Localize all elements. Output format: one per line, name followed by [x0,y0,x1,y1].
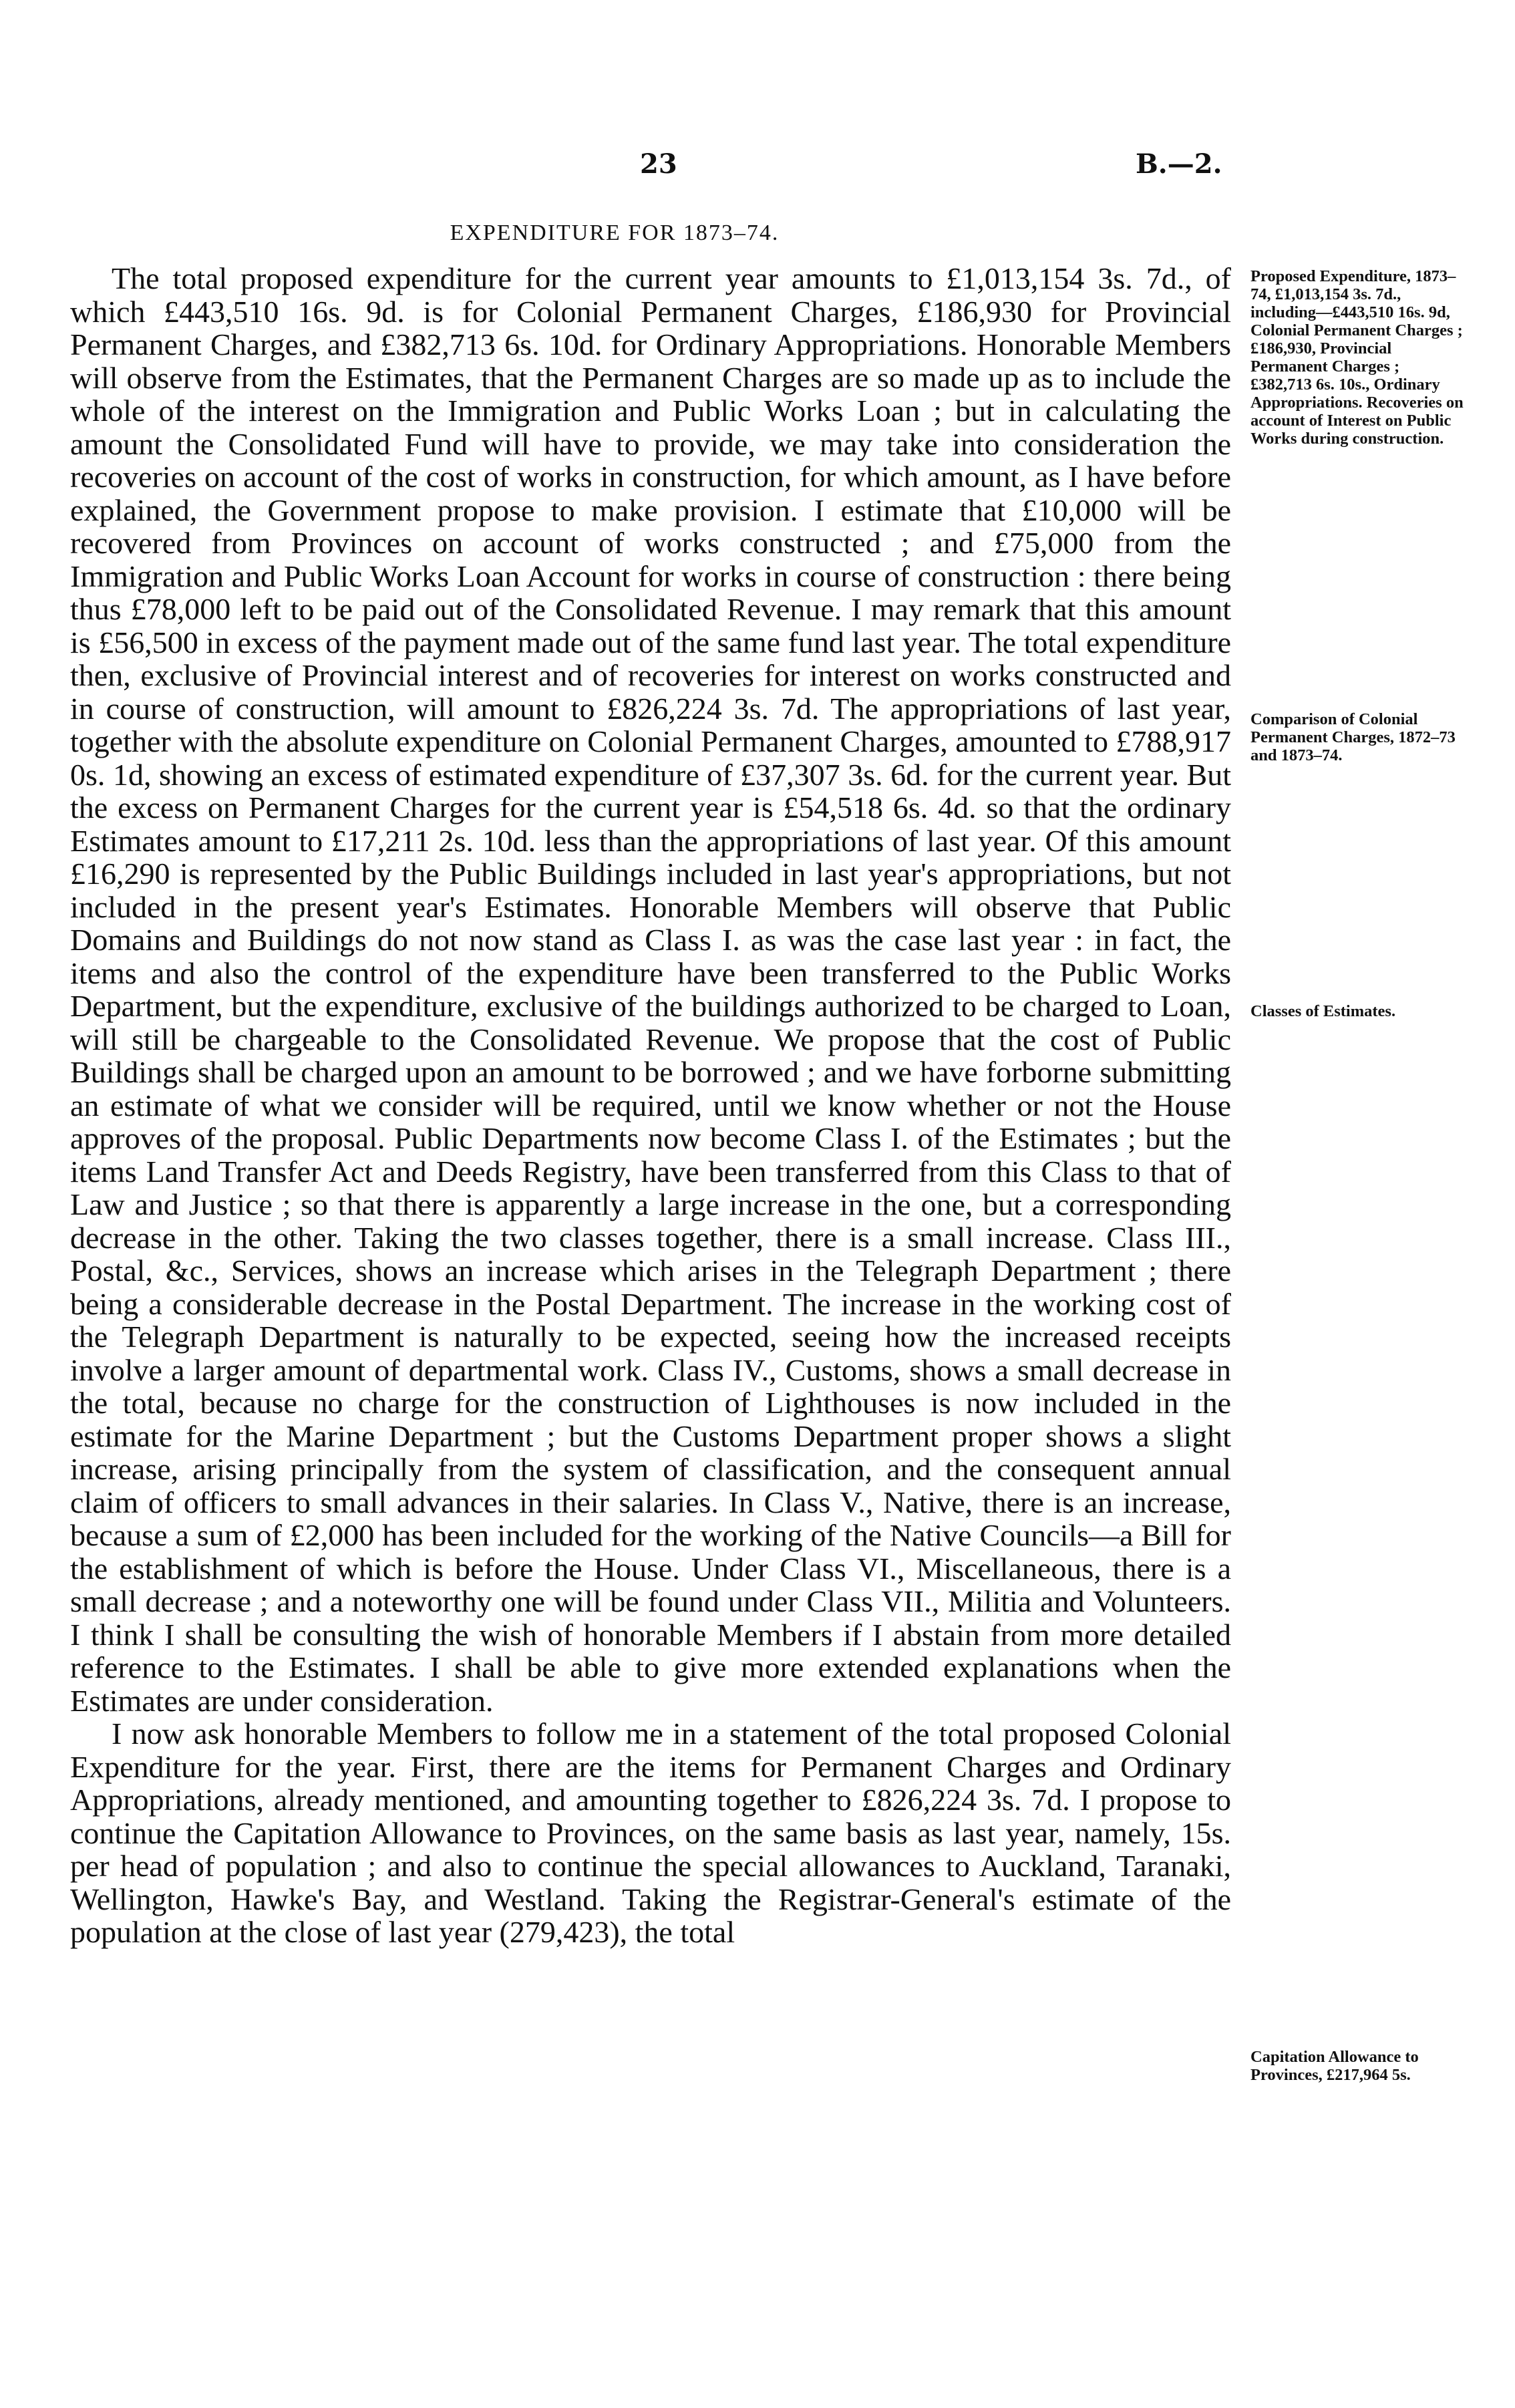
margin-note-proposed-expenditure: Proposed Expenditure, 1873–74, £1,013,154 3s. 7d., including—£443,510 16s. 9d, Colonial Permanent Charges ; £186,930, Provincial Permanent Charges ; £382,713 6s. 10s., Ordinary Appropriations. Recoveries on account of Interest on Public Works during construction. [1250,267,1464,448]
paragraph-expenditure: The total proposed expenditure for the current year amounts to £1,013,154 3s. 7d., of which £443,510 16s. 9d. is for Colonial Permanent Charges, £186,930 for Provincial Permanent Charges, and £382,713 6s. 10d. for Ordinary Appropriations. Honorable Members will observe from the Estimates, that the Permanent Charges are so made up as to include the whole of the interest on the Immigration and Public Works Loan ; but in calculating the amount the Consolidated Fund will have to provide, we may take into consideration the recoveries on account of the cost of works in construction, for which amount, as I have before explained, the Government propose to make provision. I estimate that £10,000 will be recovered from Provinces on account of works constructed ; and £75,000 from the Immigration and Public Works Loan Account for works in course of construction : there being thus £78,000 left to be paid out of the Consolidated Revenue. I may remark that this amount is £56,500 in excess of the payment made out of the same fund last year. The total expenditure then, exclusive of Provincial interest and of recoveries for interest on works constructed and in course of construction, will amount to £826,224 3s. 7d. The appropriations of last year, together with the absolute expenditure on Colonial Permanent Charges, amounted to £788,917 0s. 1d, showing an excess of estimated expenditure of £37,307 3s. 6d. for the current year. But the excess on Permanent Charges for the current year is £54,518 6s. 4d. so that the ordinary Estimates amount to £17,211 2s. 10d. less than the appropriations of last year. Of this amount £16,290 is represented by the Public Buildings included in last year's appropriations, but not included in the present year's Estimates. Honorable Members will observe that Public Domains and Buildings do not now stand as Class I. as was the case last year : in fact, the items and also the control of the expenditure have been transferred to the Public Works Department, but the expenditure, exclusive of the buildings authorized to be charged to Loan, will still be chargeable to the Consolidated Revenue. We propose that the cost of Public Buildings shall be charged upon an amount to be borrowed ; and we have forborne submitting an estimate of what we consider will be required, until we know whether or not the House approves of the proposal. Public Departments now become Class I. of the Estimates ; but the items Land Transfer Act and Deeds Registry, have been transferred from this Class to that of Law and Justice ; so that there is apparently a large increase in the one, but a corresponding decrease in the other. Taking the two classes together, there is a small increase. Class III., Postal, &c., Services, shows an increase which arises in the Telegraph Department ; there being a considerable decrease in the Postal Department. The increase in the working cost of the Telegraph Department is naturally to be expected, seeing how the increased receipts involve a larger amount of departmental work. Class IV., Customs, shows a small decrease in the total, because no charge for the construction of Lighthouses is now included in the estimate for the Marine Department ; but the Customs Department proper shows a slight increase, arising principally from the system of classification, and the consequent annual claim of officers to small advances in their salaries. In Class V., Native, there is an increase, because a sum of £2,000 has been included for the working of the Native Councils—a Bill for the establishment of which is before the House. Under Class VI., Miscellaneous, there is a small decrease ; and a noteworthy one will be found under Class VII., Militia and Volunteers. I think I shall be consulting the wish of honorable Members if I abstain from more detailed reference to the Estimates. I shall be able to give more extended explanations when the Estimates are under consideration. [70,261,1231,1718]
margin-note-comparison: Comparison of Colonial Permanent Charges, 1872–73 and 1873–74. [1250,710,1456,764]
page-number: 23 [640,148,677,180]
margin-note-capitation: Capitation Allowance to Provinces, £217,964 5s. [1250,2048,1419,2084]
paragraph-colonial-expenditure: I now ask honorable Members to follow me in a statement of the total proposed Colonial Expenditure for the year. First, there are the items for Permanent Charges and Ordinary Appropriations, already mentioned, and amounting together to £826,224 3s. 7d. I propose to continue the Capitation Allowance to Provinces, on the same basis as last year, namely, 15s. per head of population ; and also to continue the special allowances to Auckland, Taranaki, Wellington, Hawke's Bay, and Westland. Taking the Registrar-General's estimate of the population at the close of last year (279,423), the total [70,1716,1231,1949]
body-text [70,262,1231,1949]
margin-note-classes: Classes of Estimates. [1250,1002,1396,1020]
document-reference: B.—2. [1136,148,1222,180]
section-title: EXPENDITURE FOR 1873–74. [450,220,780,245]
